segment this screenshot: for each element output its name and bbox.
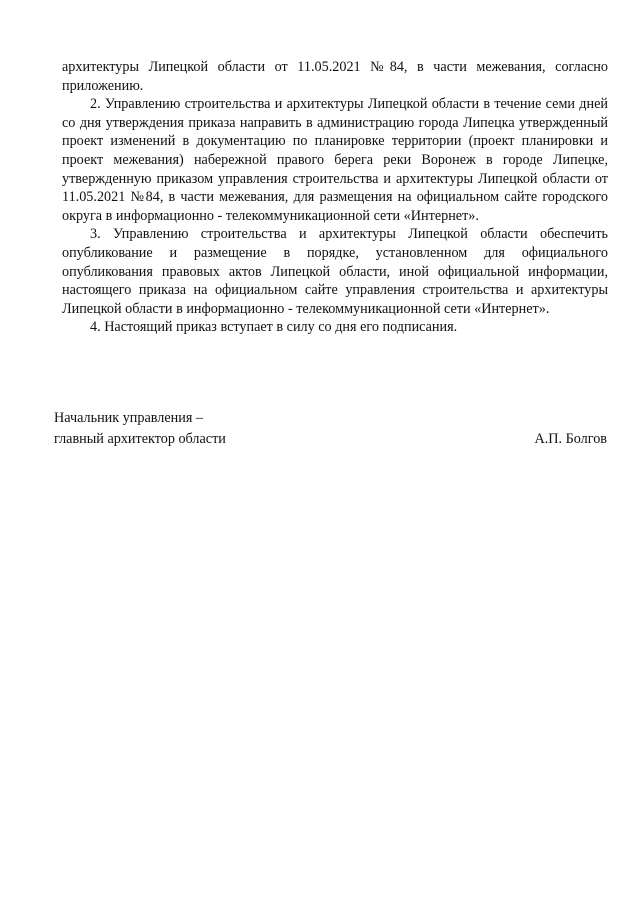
signatory-position-line1: Начальник управления –	[54, 410, 204, 426]
signatory-position-line2: главный архитектор области	[54, 430, 226, 447]
signatory-name: А.П. Болгов	[534, 430, 607, 447]
signature-block	[54, 408, 607, 449]
paragraph-item-3: 3. Управлению строительства и архитектуры Липецкой области обеспечить опубликование и размещение в порядке, установленном для официального опубликования правовых актов Липецкой области, иной официальной информации, настоящего приказа на официальном сайте управления строительства и архитектуры Липецкой области в информационно - телекоммуникационной сети «Интернет».	[62, 226, 608, 317]
document-body	[62, 58, 608, 337]
paragraph-item-2: 2. Управлению строительства и архитектуры Липецкой области в течение семи дней со дня утверждения приказа направить в администрацию города Липецка утвержденный проект изменений в документацию по планировке территории (проект планировки и проект межевания) набережной правого берега реки Воронеж в городе Липецке, утвержденную приказом управления строительства и архитектуры Липецкой области от 11.05.2021 №84, в части межевания, для размещения на официальном сайте городского округа в информационно - телекоммуникационной сети «Интернет».	[62, 96, 608, 224]
signature-row	[54, 429, 607, 450]
paragraph-continuation: архитектуры Липецкой области от 11.05.2021 №84, в части межевания, согласно приложению.	[62, 59, 608, 94]
paragraph-item-4: 4. Настоящий приказ вступает в силу со дня его подписания.	[90, 319, 458, 336]
